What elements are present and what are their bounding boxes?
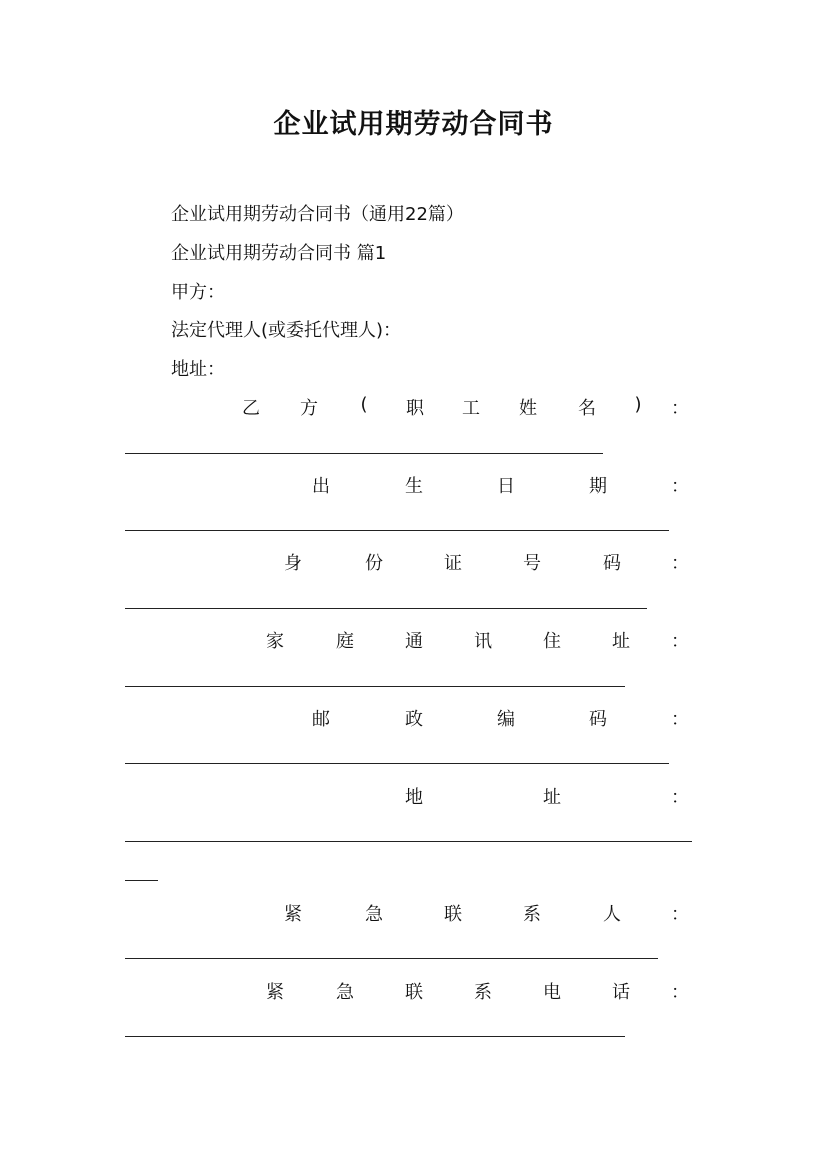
- field-label-address: [125, 783, 689, 809]
- field-char: 职: [406, 398, 424, 419]
- field-char: 方: [300, 398, 318, 419]
- blank-line-birth-date: [125, 530, 669, 531]
- field-char: 生: [405, 476, 423, 497]
- field-label-birth-date: [125, 472, 689, 498]
- field-label-postal-code: [125, 705, 689, 731]
- paragraph-section-heading: 企业试用期劳动合同书 篇1: [171, 243, 387, 264]
- field-char: ): [634, 394, 642, 415]
- field-char: 急: [336, 982, 354, 1003]
- field-colon: ：: [671, 398, 689, 419]
- field-char: 号: [523, 553, 541, 574]
- field-char: 急: [365, 904, 383, 925]
- field-label-employee-name: [125, 394, 689, 420]
- field-char: 庭: [336, 631, 354, 652]
- field-char: 系: [474, 982, 492, 1003]
- document-title: 企业试用期劳动合同书: [273, 109, 554, 140]
- paragraph-party-a: 甲方：: [171, 282, 225, 303]
- field-char: 日: [497, 476, 515, 497]
- field-char: 家: [266, 631, 284, 652]
- field-char: 人: [603, 904, 621, 925]
- field-label-emergency-phone: [125, 978, 689, 1004]
- blank-line-emergency-contact: [125, 958, 658, 959]
- blank-line-address: [125, 841, 692, 842]
- blank-line-employee-name: [125, 453, 603, 454]
- field-char: 编: [497, 709, 515, 730]
- field-char: 紧: [266, 982, 284, 1003]
- field-char: 份: [365, 553, 383, 574]
- field-char: 码: [589, 709, 607, 730]
- field-char: 姓: [519, 398, 537, 419]
- field-char: 码: [603, 553, 621, 574]
- field-char: 期: [589, 476, 607, 497]
- field-colon: ：: [671, 904, 689, 925]
- field-label-id-number: [125, 549, 689, 575]
- field-char: 电: [543, 982, 561, 1003]
- field-char: 地: [405, 787, 423, 808]
- paragraph-subtitle: 企业试用期劳动合同书（通用22篇）: [171, 204, 464, 225]
- field-char: 系: [523, 904, 541, 925]
- field-char: 身: [284, 553, 302, 574]
- field-char: 政: [405, 709, 423, 730]
- field-char: 住: [543, 631, 561, 652]
- field-colon: ：: [671, 476, 689, 497]
- blank-line-id-number: [125, 608, 647, 609]
- blank-line-emergency-phone: [125, 1036, 625, 1037]
- field-label-home-address: [125, 627, 689, 653]
- field-colon: ：: [671, 709, 689, 730]
- field-colon: ：: [671, 787, 689, 808]
- field-char: 通: [405, 631, 423, 652]
- blank-line-home-address: [125, 686, 625, 687]
- field-char: 乙: [242, 398, 260, 419]
- paragraph-address: 地址：: [171, 359, 225, 380]
- blank-line-postal-code: [125, 763, 669, 764]
- field-char: 址: [612, 631, 630, 652]
- field-colon: ：: [671, 553, 689, 574]
- field-char: 工: [462, 398, 480, 419]
- field-label-emergency-contact: [125, 900, 689, 926]
- field-colon: ：: [671, 631, 689, 652]
- field-char: 话: [612, 982, 630, 1003]
- field-char: 联: [405, 982, 423, 1003]
- field-char: (: [360, 394, 368, 415]
- field-char: 出: [312, 476, 330, 497]
- field-char: 邮: [312, 709, 330, 730]
- blank-line-address-continued: [125, 880, 158, 881]
- field-char: 名: [578, 398, 596, 419]
- field-char: 址: [543, 787, 561, 808]
- field-char: 紧: [284, 904, 302, 925]
- paragraph-legal-agent: 法定代理人(或委托代理人)：: [171, 320, 402, 341]
- field-char: 联: [444, 904, 462, 925]
- field-char: 讯: [474, 631, 492, 652]
- field-colon: ：: [671, 982, 689, 1003]
- field-char: 证: [444, 553, 462, 574]
